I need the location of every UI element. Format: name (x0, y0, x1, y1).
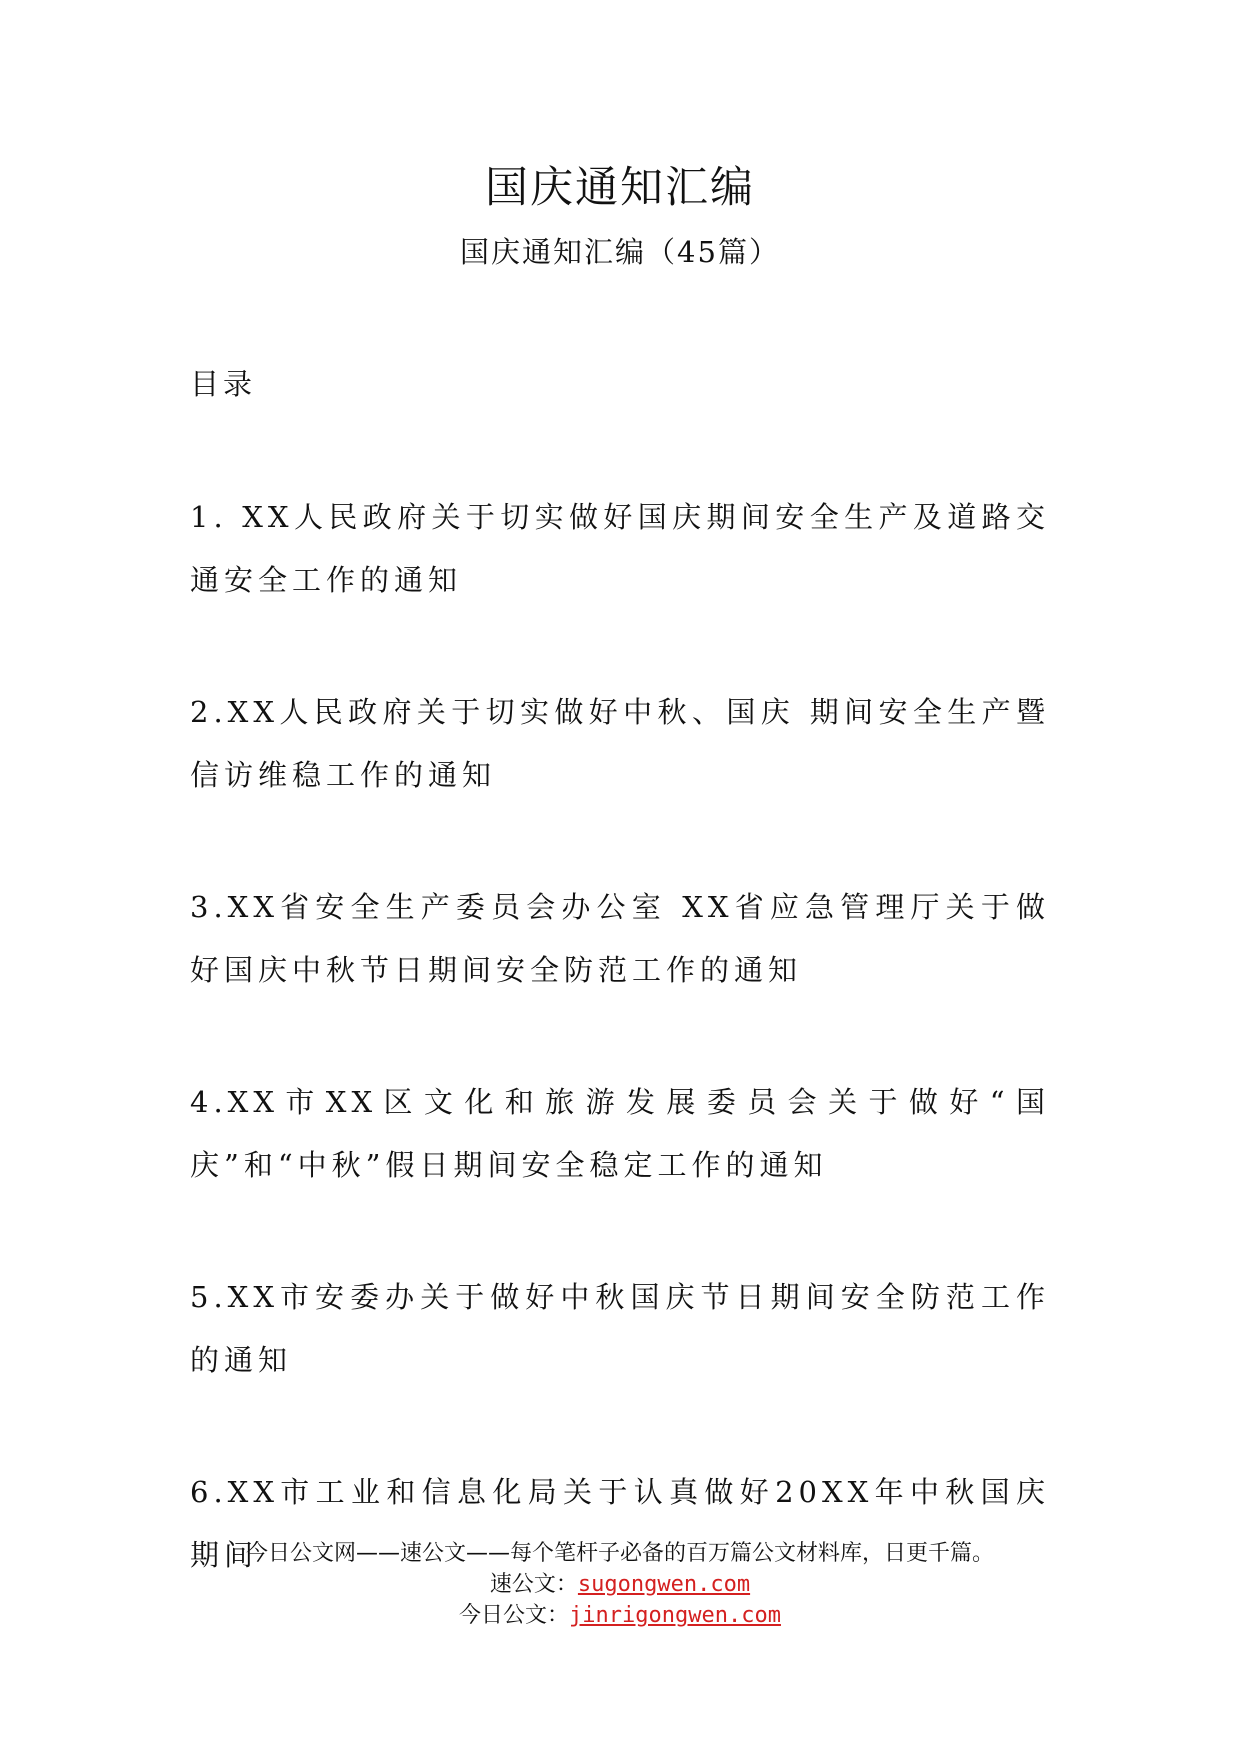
footer-sugongwen-label: 速公文： (489, 1572, 578, 1597)
toc-heading: 目录 (190, 367, 257, 401)
toc-item-5: 5.XX市安委办关于做好中秋国庆节日期间安全防范工作的通知 (190, 1280, 1050, 1377)
jinrigongwen-link[interactable]: jinrigongwen.com (569, 1603, 781, 1628)
toc-item-6: 6.XX市工业和信息化局关于认真做好20XX年中秋国庆期间 (190, 1475, 1050, 1572)
footer (0, 1538, 1240, 1631)
sugongwen-link[interactable]: sugongwen.com (577, 1572, 751, 1597)
toc-item-1: 1. XX人民政府关于切实做好国庆期间安全生产及道路交通安全工作的通知 (190, 500, 1050, 597)
toc-item-3: 3.XX省安全生产委员会办公室 XX省应急管理厅关于做好国庆中秋节日期间安全防范工作的通知 (190, 890, 1050, 987)
toc-item-2: 2.XX人民政府关于切实做好中秋、国庆 期间安全生产暨信访维稳工作的通知 (190, 695, 1050, 792)
document-title: 国庆通知汇编 (485, 163, 755, 213)
footer-jinri-line (0, 1600, 1240, 1631)
toc-item-4: 4.XX市XX区文化和旅游发展委员会关于做好“国庆”和“中秋”假日期间安全稳定工作的通知 (190, 1085, 1050, 1182)
table-of-contents (190, 486, 1050, 1656)
footer-slogan: 今日公文网——速公文——每个笔杆子必备的百万篇公文材料库，日更千篇。 (245, 1541, 994, 1566)
document-subtitle: 国庆通知汇编（45篇） (460, 235, 780, 269)
footer-sugongwen-line (0, 1569, 1240, 1600)
footer-jinri-label: 今日公文： (459, 1603, 570, 1628)
